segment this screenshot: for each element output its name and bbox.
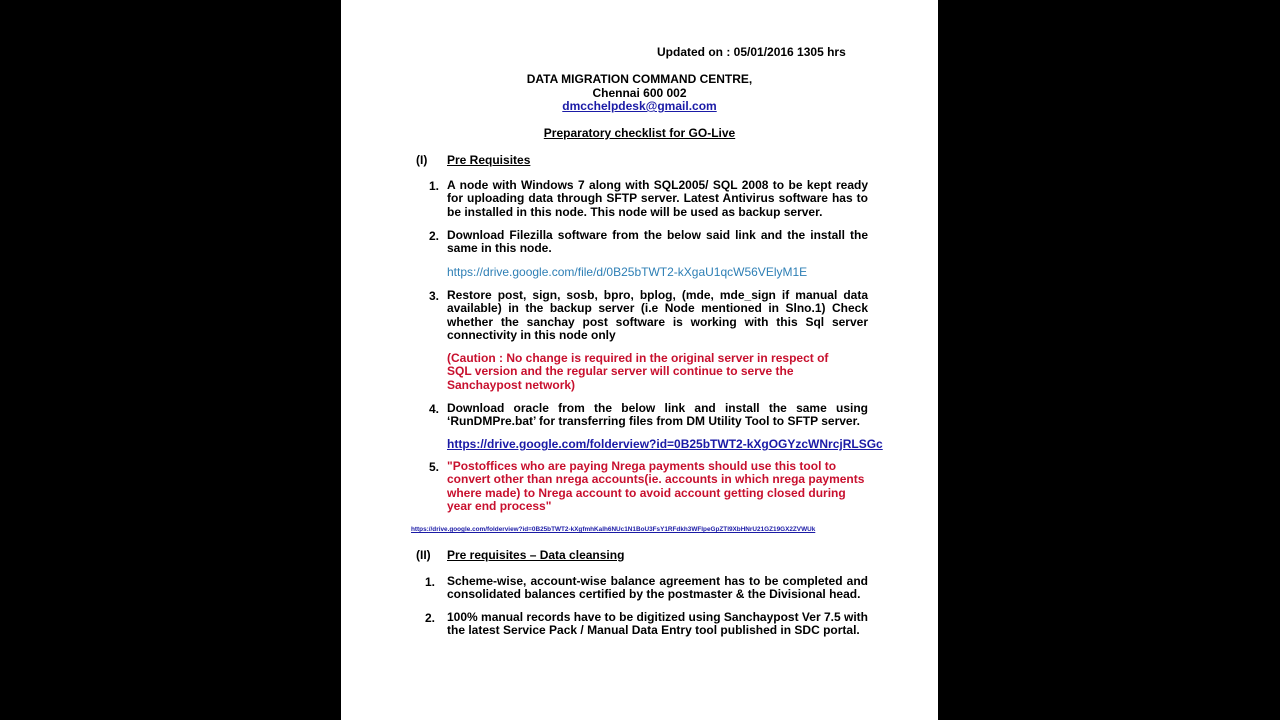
item-1-number: 1. [428,179,439,193]
section-2-title: Pre requisites – Data cleansing [447,548,625,562]
section-1-title: Pre Requisites [447,153,531,167]
s2-item-2-text: 100% manual records have to be digitized using Sanchaypost Ver 7.5 with the latest Service Pack / Manual Data Entry tool published in SDC portal. [447,610,868,638]
nrega-tool-link[interactable]: https://drive.google.com/folderview?id=0B25bTWT2-kXgfmhKalh6NUc1N1BoU3FsY1RFdkh3WFlpeGpZTl9XbHNrU21GZ19GX2ZVWUk [411,526,816,533]
s2-item-1-number: 1. [424,575,435,589]
item-2-text: Download Filezilla software from the below said link and the install the same in this node. [447,228,868,256]
section-1-number: (I) [416,153,428,167]
s2-item-2-number: 2. [424,611,435,625]
org-name: DATA MIGRATION COMMAND CENTRE, [526,72,753,86]
item-5-text: "Postoffices who are paying Nrega payments should use this tool to convert other than nrega accounts(ie. accounts in which nrega payments where made) to Nrega account to avoid account getting closed during year end process" [447,459,865,514]
org-city: Chennai 600 002 [592,86,687,100]
document-page [341,0,938,720]
caution-note: (Caution : No change is required in the original server in respect of SQL version and the regular server will continue to serve the Sanchaypost network) [447,351,829,392]
filezilla-download-link[interactable]: https://drive.google.com/file/d/0B25bTWT2-kXgaU1qcW56VElyM1E [447,265,808,279]
oracle-download-link[interactable]: https://drive.google.com/folderview?id=0B25bTWT2-kXgOGYzcWNrcjRLSGc [447,437,883,451]
updated-timestamp: Updated on : 05/01/2016 1305 hrs [657,45,846,59]
item-3-number: 3. [428,289,439,303]
email-link[interactable]: dmcchelpdesk@gmail.com [562,99,717,113]
item-1-text: A node with Windows 7 along with SQL2005/ SQL 2008 to be kept ready for uploading data through SFTP server. Latest Antivirus software has to be installed in this node. This node will be used as backup server. [447,178,868,219]
item-2-number: 2. [428,229,439,243]
item-4-text: Download oracle from the below link and install the same using ‘RunDMPre.bat’ for transferring files from DM Utility Tool to SFTP server. [447,401,868,429]
item-3-text: Restore post, sign, sosb, bpro, bplog, (mde, mde_sign if manual data available) in the backup server (i.e Node mentioned in Slno.1) Check whether the sanchay post software is working with this Sql server connectivity in this node only [447,288,868,343]
document-title: Preparatory checklist for GO-Live [543,126,736,140]
s2-item-1-text: Scheme-wise, account-wise balance agreement has to be completed and consolidated balances certified by the postmaster & the Divisional head. [447,574,868,602]
item-5-number: 5. [428,460,439,474]
section-2-number: (II) [416,548,431,562]
item-4-number: 4. [428,402,439,416]
